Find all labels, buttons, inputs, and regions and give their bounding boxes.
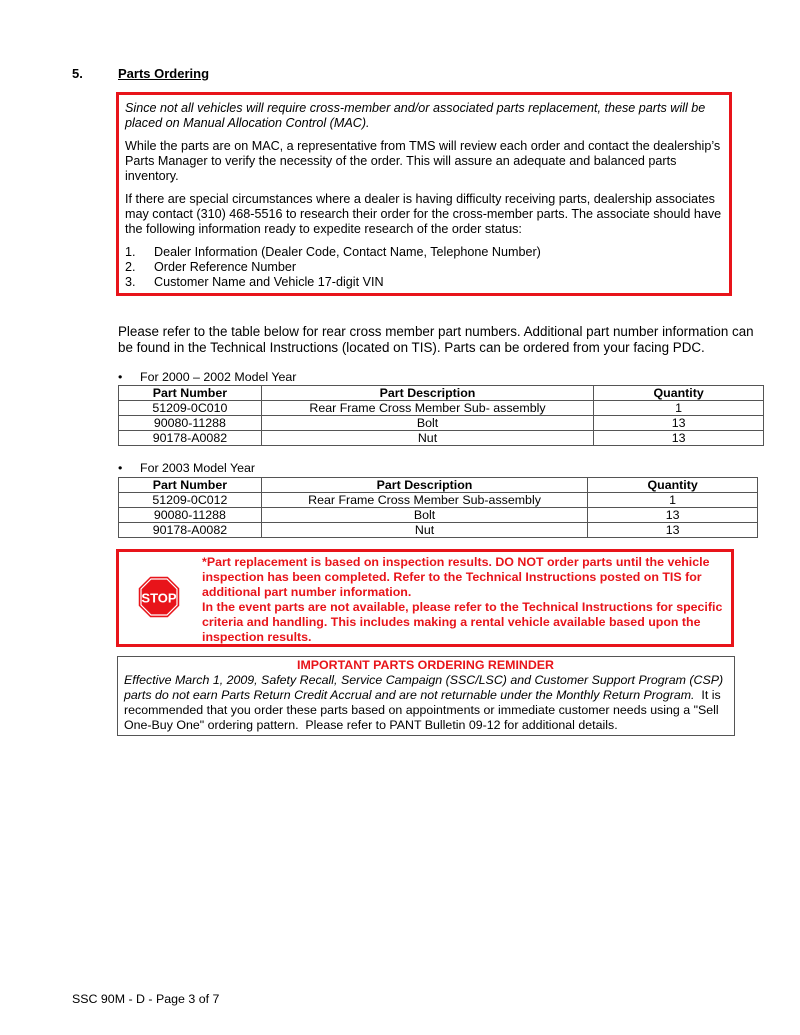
list-number: 3.: [125, 275, 136, 289]
page-footer: SSC 90M - D - Page 3 of 7: [72, 992, 220, 1006]
list-text: Dealer Information (Dealer Code, Contact Name, Telephone Number): [154, 245, 541, 259]
quantity-cell: 13: [594, 431, 764, 446]
list-text: Customer Name and Vehicle 17-digit VIN: [154, 275, 384, 289]
required-info-list: [125, 245, 723, 290]
quantity-cell: 13: [594, 416, 764, 431]
parts-table-2003: [118, 477, 758, 538]
part-number-cell: 51209-0C012: [119, 493, 262, 508]
part-description-cell: Nut: [261, 431, 593, 446]
mac-italic-intro: Since not all vehicles will require cross-member and/or associated parts replacement, these parts will be placed on Manual Allocation Control (MAC).: [125, 101, 706, 130]
stop-notice-box: [116, 549, 734, 647]
table-row: [119, 523, 758, 538]
col-header-quantity: Quantity: [594, 386, 764, 401]
mac-notice-box: [116, 92, 732, 296]
part-description-cell: Nut: [261, 523, 587, 538]
parts-table-2000-2002: [118, 385, 764, 446]
quantity-cell: 1: [588, 493, 758, 508]
list-item: [125, 260, 723, 275]
stop-notice-text: [202, 555, 727, 645]
section-title: Parts Ordering: [118, 66, 210, 81]
part-description-cell: Bolt: [261, 416, 593, 431]
stop-sign-text: STOP: [141, 590, 177, 606]
stop-notice-line-1: *Part replacement is based on inspection results. DO NOT order parts until the vehicle inspection has been completed. Refer to the Technical Instructions posted on TIS for additional part number information.: [202, 555, 710, 599]
model-year-bullet: [118, 461, 255, 475]
table-row: [119, 401, 764, 416]
section-number: 5.: [72, 66, 83, 81]
part-number-cell: 90080-11288: [119, 508, 262, 523]
table-row: [119, 493, 758, 508]
list-number: 2.: [125, 260, 136, 274]
model-year-label: For 2003 Model Year: [140, 461, 256, 475]
col-header-part-description: Part Description: [261, 386, 593, 401]
part-number-cell: 90080-11288: [119, 416, 262, 431]
parts-intro-text: Please refer to the table below for rear cross member part numbers. Additional part number information can be found in the Technical Instructions (located on TIS). Parts can be ordered from your facing PDC.: [118, 324, 754, 355]
quantity-cell: 13: [588, 508, 758, 523]
col-header-part-number: Part Number: [119, 478, 262, 493]
mac-paragraph-1: While the parts are on MAC, a representative from TMS will review each order and contact the dealership’s Parts Manager to verify the necessity of the order. This will assure an adequate and balanced parts inventory.: [125, 139, 721, 183]
part-number-cell: 90178-A0082: [119, 523, 262, 538]
list-text: Order Reference Number: [154, 260, 297, 274]
table-row: [119, 431, 764, 446]
stop-sign-graphic: [137, 575, 181, 619]
table-header-row: [119, 386, 764, 401]
model-year-label: For 2000 – 2002 Model Year: [140, 370, 297, 384]
section-heading: [72, 66, 209, 81]
bullet-icon: •: [118, 370, 123, 384]
list-item: [125, 245, 723, 260]
reminder-italic-text: Effective March 1, 2009, Safety Recall, Service Campaign (SSC/LSC) and Customer Support Program (CSP) parts do not earn Parts Return Credit Accrual and are not returnable under the Monthly Return Program.: [124, 673, 724, 702]
stop-sign-icon: [137, 575, 181, 624]
col-header-part-description: Part Description: [261, 478, 587, 493]
bullet-icon: •: [118, 461, 123, 475]
stop-notice-line-2: In the event parts are not available, please refer to the Technical Instructions for specific criteria and handling. This includes making a rental vehicle available based upon the inspection results.: [202, 600, 723, 644]
quantity-cell: 13: [588, 523, 758, 538]
part-number-cell: 90178-A0082: [119, 431, 262, 446]
table-header-row: [119, 478, 758, 493]
part-number-cell: 51209-0C010: [119, 401, 262, 416]
col-header-part-number: Part Number: [119, 386, 262, 401]
part-description-cell: Bolt: [261, 508, 587, 523]
mac-paragraph-2: If there are special circumstances where a dealer is having difficulty receiving parts, dealership associates may contact (310) 468-5516 to research their order for the cross-member parts. The associate should have the following information ready to expedite research of the order status:: [125, 192, 722, 236]
reminder-body: [124, 673, 727, 733]
part-description-cell: Rear Frame Cross Member Sub-assembly: [261, 493, 587, 508]
list-item: [125, 275, 723, 290]
part-description-cell: Rear Frame Cross Member Sub- assembly: [261, 401, 593, 416]
reminder-title: IMPORTANT PARTS ORDERING REMINDER: [297, 658, 554, 672]
parts-ordering-reminder-box: [117, 656, 735, 736]
model-year-bullet: [118, 370, 296, 384]
quantity-cell: 1: [594, 401, 764, 416]
col-header-quantity: Quantity: [588, 478, 758, 493]
table-row: [119, 508, 758, 523]
table-row: [119, 416, 764, 431]
list-number: 1.: [125, 245, 136, 259]
reminder-normal-text: It is recommended that you order these parts based on appointments or immediate customer needs using a "Sell One-Buy One" ordering pattern. Please refer to PANT Bulletin 09-12 for additional details.: [124, 688, 725, 732]
